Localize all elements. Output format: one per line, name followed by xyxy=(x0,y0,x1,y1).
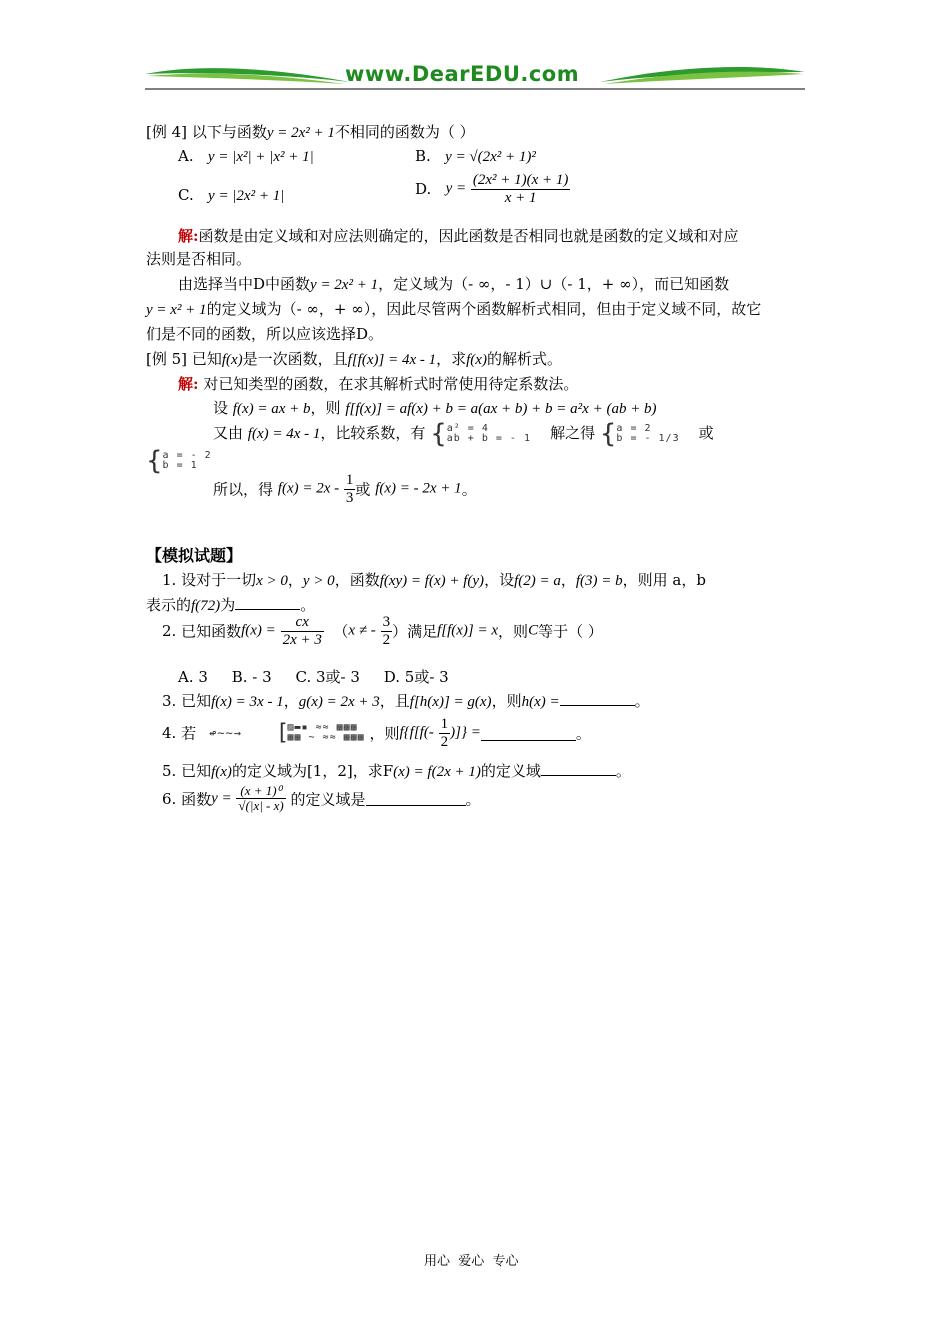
logo-text: www.DearEDU.com xyxy=(345,62,580,86)
system-2: a = 2 b = - 1/3 xyxy=(616,423,680,444)
answer-blank-3[interactable] xyxy=(560,691,635,706)
answer-blank-1[interactable] xyxy=(235,595,300,610)
answer-blank-4[interactable] xyxy=(481,726,576,741)
ex5-solution-line4: 所以，得 f(x) = 2x - $\frac{1}{3}$ 或 f(x) = - 2x + 1。 xyxy=(213,472,477,506)
question-2-options: A. 3 B. - 3 C. 3或- 3 D. 5或- 3 xyxy=(178,668,449,686)
ex4-solution-line2: 法则是否相同。 xyxy=(146,250,252,268)
question-1-cont: 表示的f(72)为 。 xyxy=(146,596,316,614)
ex4-solution-line5: 们是不同的函数，所以应该选择D。 xyxy=(146,325,384,343)
question-5: 5. 已知f(x)的定义域为[1，2]，求F(x) = f(2x + 1)的定义域 。 xyxy=(162,762,631,780)
system-brace: { xyxy=(430,419,447,449)
question-6: 6. 函数y = $\frac{\text{(x + 1)⁰}}{√(|x| - x)}$ 的定义域是 。 xyxy=(162,783,481,814)
ex4-option-b: B. y = √(2x² + 1)² xyxy=(415,147,536,165)
ex4-option-c: C. y = |2x² + 1| xyxy=(178,186,285,204)
ex4-solution-label: 解: xyxy=(178,227,199,245)
ex4-func: y = 2x² + 1 xyxy=(266,125,335,141)
ex4-option-d: D. y = $\frac{\text{(2x² + 1)(x + 1)}}{x + 1}$ xyxy=(415,172,569,206)
question-4: 4. 若 ↫∼∼→ [▨▬▪ ≈≈ ▩▩▩ ▩▩ ∼ ≈≈ ▩▩▩ ，则f{f[f(- $\frac{1}{2}$ )]} = 。 xyxy=(162,716,591,750)
ex4-text2: 不相同的函数为（ ） xyxy=(334,123,475,141)
garbled-formula-1: ↫∼∼→ xyxy=(200,726,251,740)
system-1: a² = 4 ab + b = - 1 xyxy=(446,423,531,444)
ex5-solution-label: 解: xyxy=(178,375,199,393)
question-3: 3. 已知f(x) = 3x - 1，g(x) = 2x + 3，且f[h(x)] = g(x)，则h(x) = 。 xyxy=(162,692,650,710)
question-1: 1. 设对于一切x > 0，y > 0，函数f(xy) = f(x) + f(y)，设f(2) = a，f(3) = b，则用 a，b xyxy=(162,571,706,589)
ex4-option-a: A. y = |x²| + |x² + 1| xyxy=(178,147,314,165)
ex5-line: [例 5] 已知f(x)是一次函数，且f[f(x)] = 4x - 1，求f(x)的解析式。 xyxy=(146,350,562,368)
garbled-formula-2: ▨▬▪ ≈≈ ▩▩▩ ▩▩ ∼ ≈≈ ▩▩▩ xyxy=(287,722,365,743)
answer-blank-6[interactable] xyxy=(366,791,466,806)
ex4-label: [例 4] xyxy=(146,123,188,141)
page-footer: 用心 爱心 专心 xyxy=(424,1254,519,1269)
ex5-solution-system3: { a = - 2 b = 1 xyxy=(146,446,212,476)
ex5-solution-line1: 解: 对已知类型的函数，在求其解析式时常使用待定系数法。 xyxy=(178,375,579,393)
ex4-option-d-fraction: $\frac{\text{(2x² + 1)(x + 1)}}{x + 1}$ xyxy=(472,172,569,206)
ex4-solution-line4: y = x² + 1的定义域为（- ∞，+ ∞），因此尽管两个函数解析式相同，但由于定义域不同，故它 xyxy=(146,300,762,318)
question-2: 2. 已知函数f(x) = $\frac{cx}{2x + 3}$ （x ≠ - $\frac{3}{2}$ ）满足f[f(x)] = x，则C等于（ ） xyxy=(162,614,603,648)
ex4-line xyxy=(146,121,475,142)
ex5-solution-line2: 设 f(x) = ax + b，则 f[f(x)] = af(x) + b = a(ax + b) + b = a²x + (ab + b) xyxy=(213,399,657,417)
answer-blank-5[interactable] xyxy=(541,761,616,776)
ex4-option-b-expr: y = √(2x² + 1)² xyxy=(445,149,536,165)
ex5-solution-line3: 又由 f(x) = 4x - 1，比较系数，有 { a² = 4 ab + b = - 1 解之得 { a = 2 b = - 1/3 或 xyxy=(213,419,714,449)
ex4-option-c-expr: y = |2x² + 1| xyxy=(208,188,285,204)
ex4-solution-line1: 解:函数是由定义域和对应法则确定的，因此函数是否相同也就是函数的定义域和对应 xyxy=(178,227,739,245)
ex4-text: 以下与函数 xyxy=(191,123,267,141)
header-banner xyxy=(145,60,805,96)
system-3: a = - 2 b = 1 xyxy=(162,450,212,471)
ex4-option-a-expr: y = |x²| + |x² + 1| xyxy=(207,149,314,165)
ex4-solution-line3: 由选择当中D中函数y = 2x² + 1，定义域为（- ∞，- 1）∪（- 1，+ ∞），而已知函数 xyxy=(178,275,730,293)
section-title: 【模拟试题】 xyxy=(146,546,243,565)
